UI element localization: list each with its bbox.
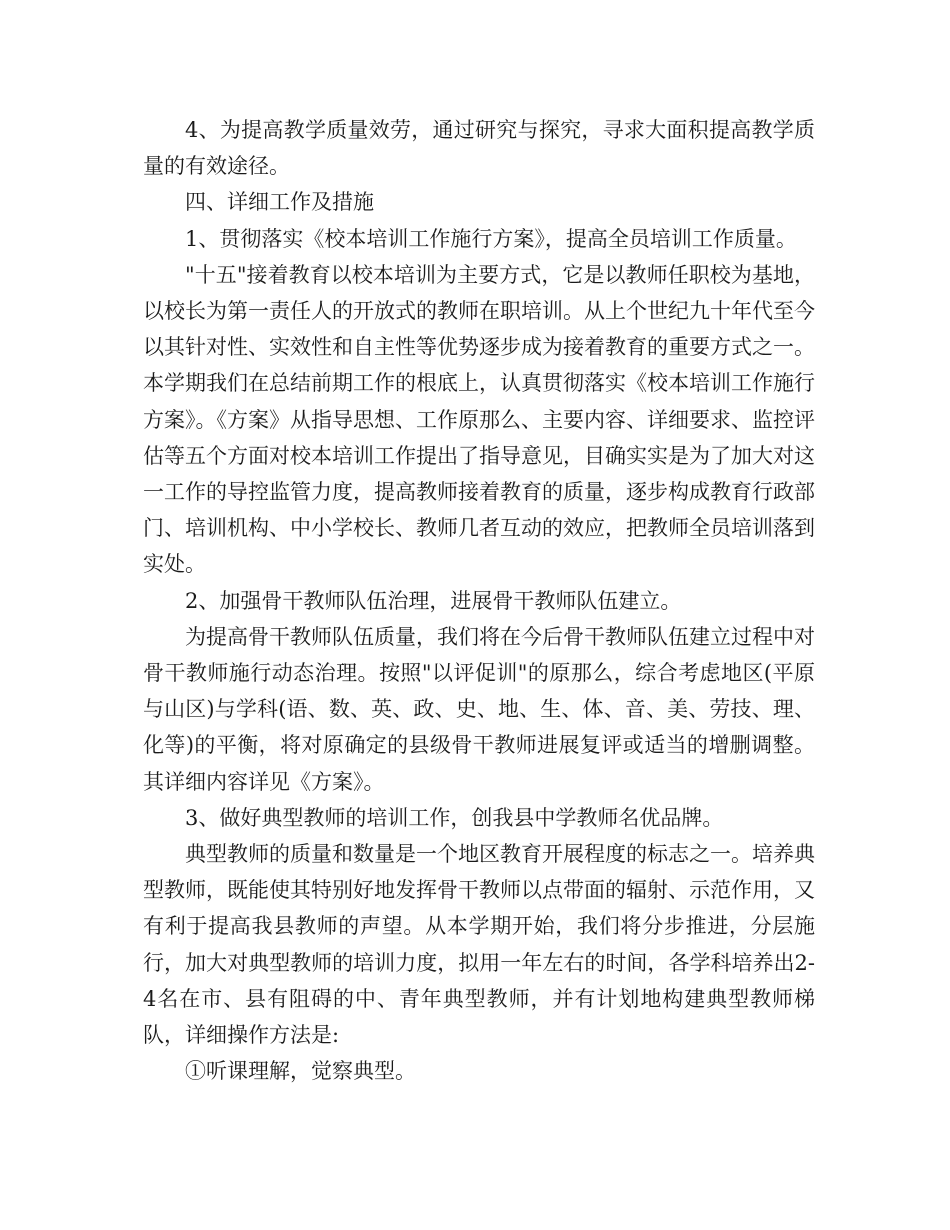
paragraph-goal-4: 4、为提高教学质量效劳，通过研究与探究，寻求大面积提高教学质量的有效途径。 [143,118,815,179]
item-heading-1: 1、贯彻落实《校本培训工作施行方案》，提高全员培训工作质量。 [185,226,797,251]
paragraph-school-training: "十五"接着教育以校本培训为主要方式，它是以教师任职校为基地，以校长为第一责任人的开放式的教师在职培训。从上个世纪九十年代至今以其针对性、实效性和自主性等优势逐步成为接着教育的重要方式之一。本学期我们在总结前期工作的根底上，认真贯彻落实《校本培训工作施行方案》。《方案》从指导思想、工作原那么、主要内容、详细要求、监控评估等五个方面对校本培训工作提出了指导意见，目确实实是为了加大对这一工作的导控监管力度，提高教师接着教育的质量，逐步构成教育行政部门、培训机构、中小学校长、教师几者互动的效应，把教师全员培训落到实处。 [143,262,815,577]
item-heading-2: 2、加强骨干教师队伍治理，进展骨干教师队伍建立。 [185,588,682,613]
document-body [143,112,815,1089]
paragraph-model-teachers: 典型教师的质量和数量是一个地区教育开展程度的标志之一。培养典型教师，既能使其特别好地发挥骨干教师以点带面的辐射、示范作用，又有利于提高我县教师的声望。从本学期开始，我们将分步推进，分层施行，加大对典型教师的培训力度，拟用一年左右的时间，各学科培养出2-4名在市、县有阻碍的中、青年典型教师，并有计划地构建典型教师梯队，详细操作方法是: [143,842,815,1048]
sub-item-1: ①听课理解，觉察典型。 [185,1059,416,1084]
item-heading-3: 3、做好典型教师的培训工作，创我县中学教师名优品牌。 [185,805,724,830]
paragraph-backbone-teachers: 为提高骨干教师队伍质量，我们将在今后骨干教师队伍建立过程中对骨干教师施行动态治理。按照"以评促训"的原那么，综合考虑地区(平原与山区)与学科(语、数、英、政、史、地、生、体、音、美、劳技、理、化等)的平衡，将对原确定的县级骨干教师进展复评或适当的增删调整。其详细内容详见《方案》。 [143,624,815,794]
section-heading-measures: 四、详细工作及措施 [185,190,374,215]
